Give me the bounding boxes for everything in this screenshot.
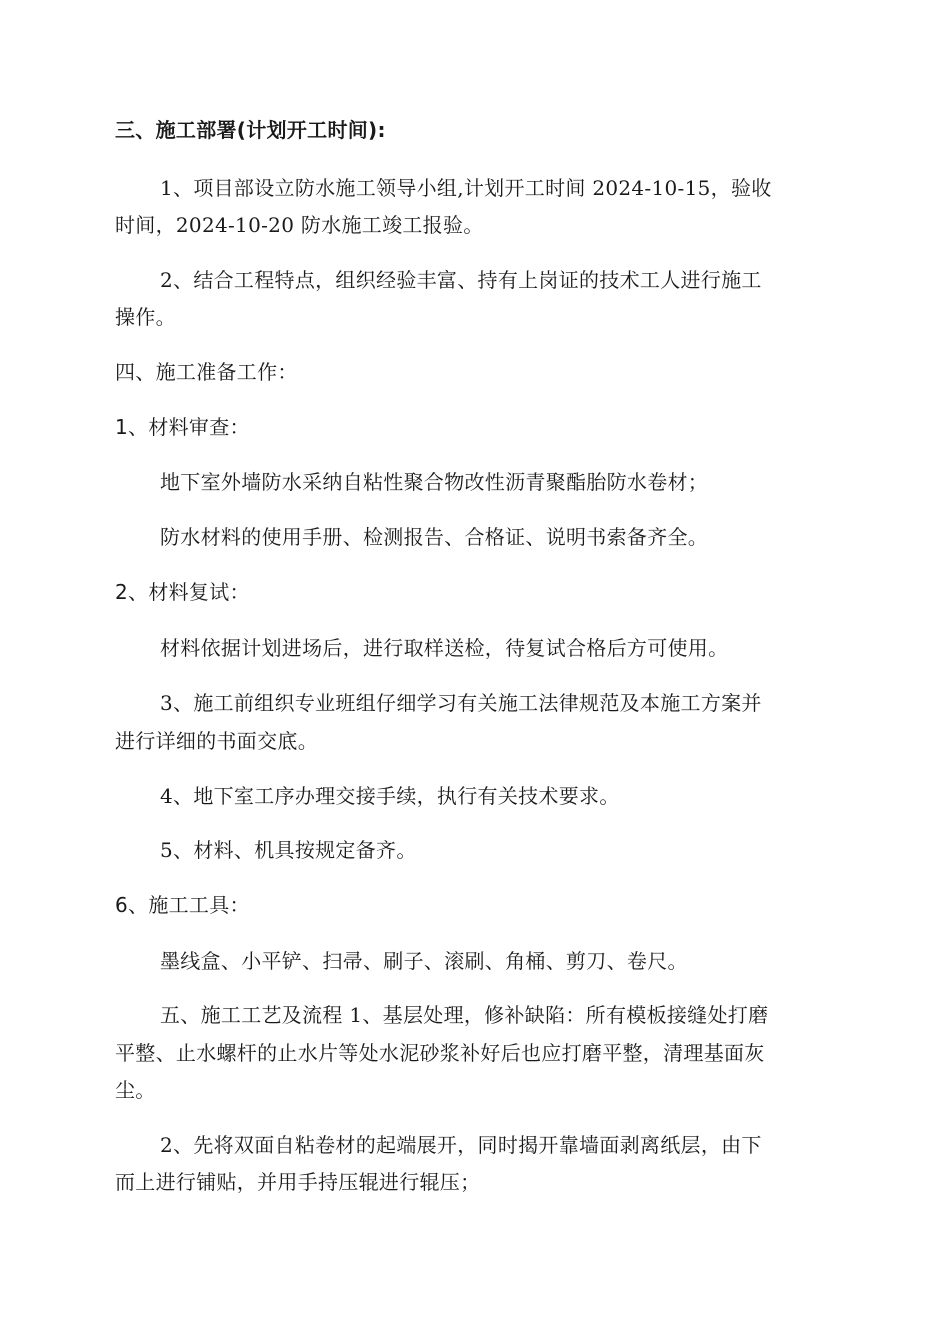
- item-3-line-2: 进行详细的书面交底。: [115, 729, 318, 753]
- sub-1-line-2: 防水材料的使用手册、检测报告、合格证、说明书索备齐全。: [160, 525, 709, 549]
- item-1-line-2: 时间，2024-10-20 防水施工竣工报验。: [115, 213, 484, 237]
- sub-6-heading: 6、施工工具：: [115, 893, 250, 917]
- sub-6-line-1: 墨线盒、小平铲、扫帚、刷子、滚刷、角桶、剪刀、卷尺。: [160, 949, 688, 973]
- sub-1-heading: 1、材料审查：: [115, 415, 250, 439]
- item-3-line-1: 3、施工前组织专业班组仔细学习有关施工法律规范及本施工方案并: [160, 691, 762, 715]
- sub-1-line-1: 地下室外墙防水采纳自粘性聚合物改性沥青聚酯胎防水卷材；: [160, 470, 709, 494]
- step-2-line-1: 2、先将双面自粘卷材的起端展开，同时揭开靠墙面剥离纸层，由下: [160, 1133, 762, 1157]
- section-5-line-2: 平整、止水螺杆的止水片等处水泥砂浆补好后也应打磨平整，清理基面灰: [115, 1041, 765, 1065]
- item-4-line-1: 4、地下室工序办理交接手续，执行有关技术要求。: [160, 784, 620, 808]
- section-4-heading: 四、施工准备工作：: [115, 360, 298, 384]
- sub-2-line-1: 材料依据计划进场后，进行取样送检，待复试合格后方可使用。: [160, 636, 729, 660]
- section-5-line-1: 五、施工工艺及流程 1、基层处理，修补缺陷：所有模板接缝处打磨: [160, 1003, 769, 1027]
- section-5-line-3: 尘。: [115, 1078, 156, 1102]
- item-2-line-1: 2、结合工程特点，组织经验丰富、持有上岗证的技术工人进行施工: [160, 268, 762, 292]
- sub-2-heading: 2、材料复试：: [115, 580, 250, 604]
- item-5-line-1: 5、材料、机具按规定备齐。: [160, 838, 417, 862]
- item-2-line-2: 操作。: [115, 305, 176, 329]
- section-3-heading: 三、施工部署(计划开工时间):: [115, 118, 386, 142]
- item-1-line-1: 1、项目部设立防水施工领导小组,计划开工时间 2024-10-15，验收: [160, 176, 772, 200]
- step-2-line-2: 而上进行铺贴，并用手持压辊进行辊压；: [115, 1170, 481, 1194]
